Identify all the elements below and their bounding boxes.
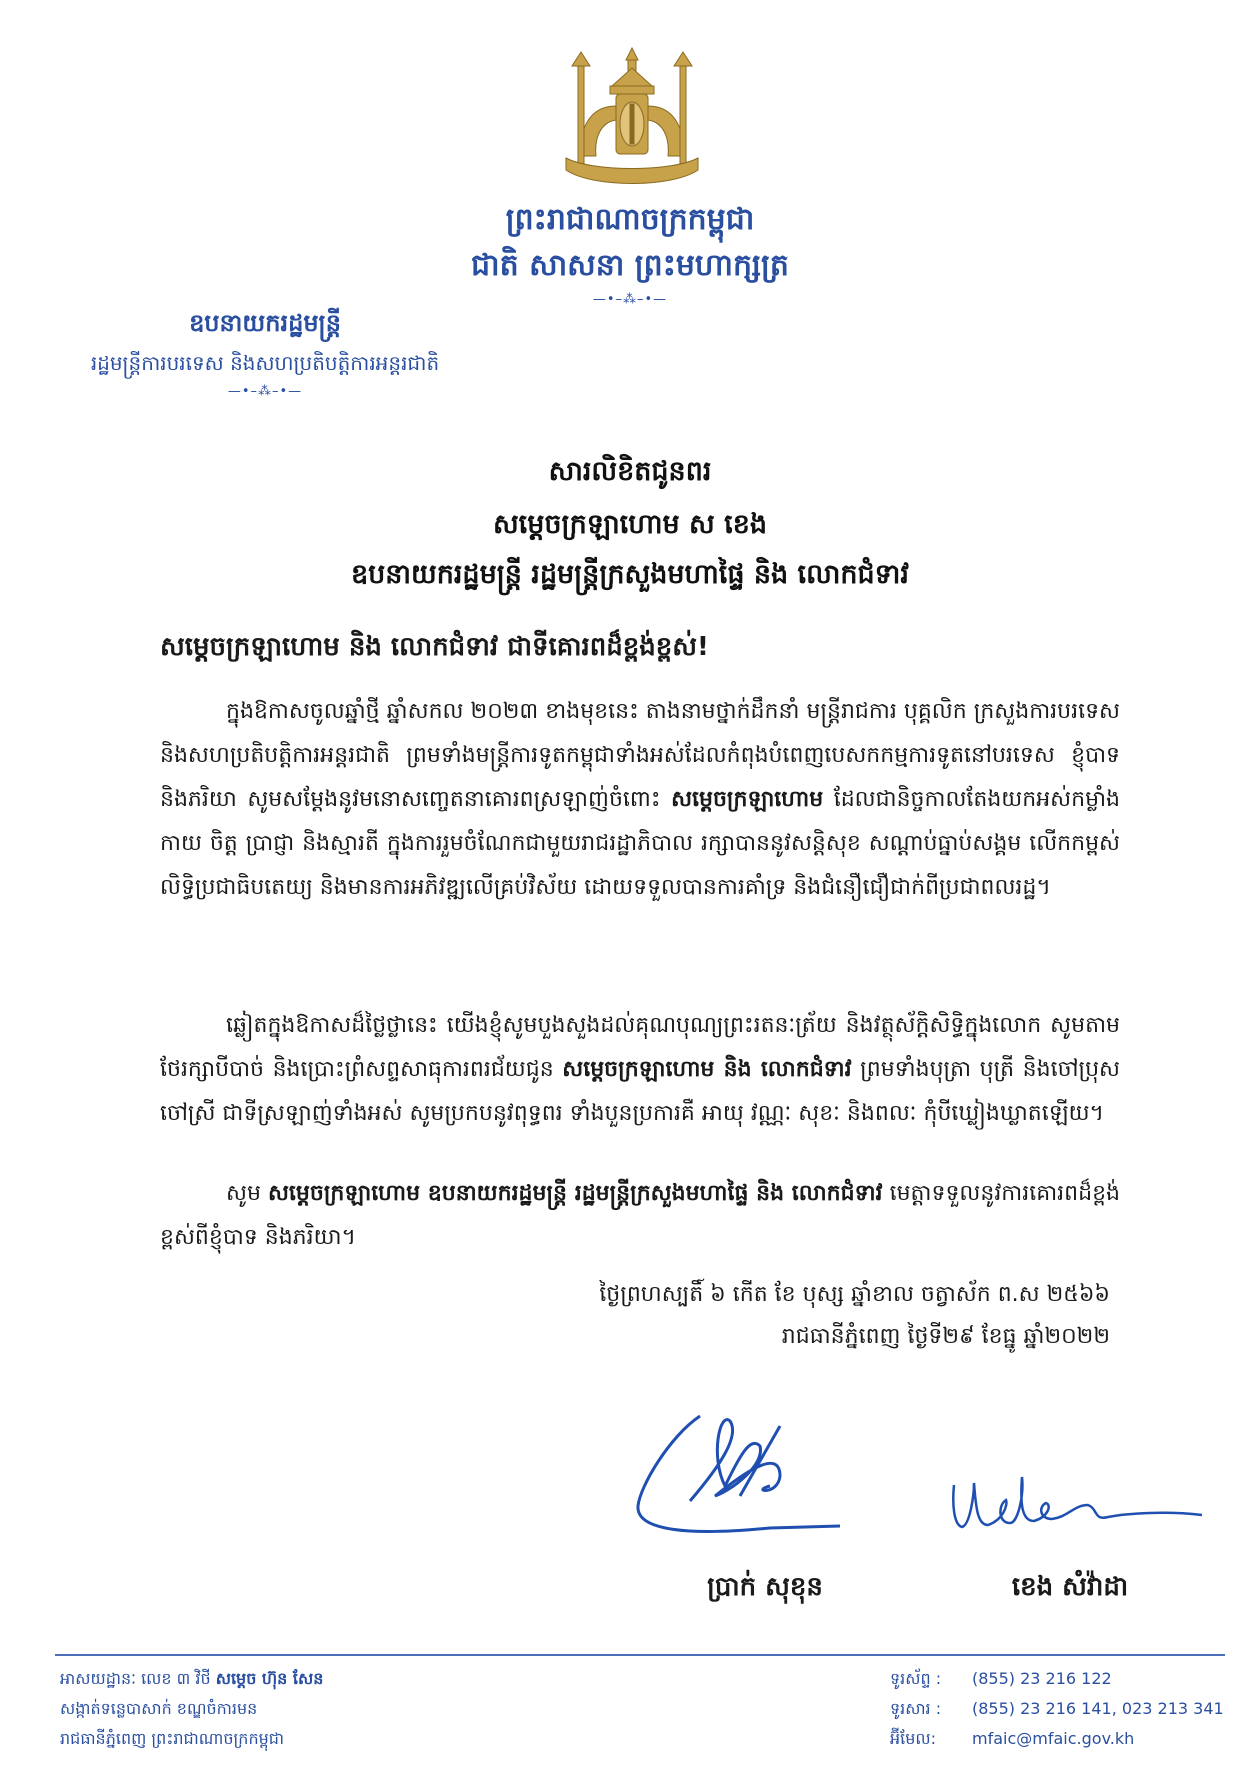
email-label: អ៊ីមែល: [890, 1729, 937, 1748]
salutation: សម្តេចក្រឡាហោម និង លោកជំទាវ ជាទីគោរពដ៏ខ្ពង់ខ្ពស់! [160, 632, 709, 662]
ministry-name: រដ្ឋមន្ត្រីការបរទេស និងសហប្រតិបត្តិការអន្តរជាតិ [90, 351, 440, 375]
address-street: សម្តេច ហ៊ុន សែន [215, 1669, 324, 1688]
phone-number: (855) 23 216 122 [972, 1669, 1112, 1688]
phone-label: ទូរស័ព្ទ : [890, 1669, 942, 1688]
royal-coat-of-arms-icon [552, 46, 712, 196]
p2-text-c: ព្រមទាំងបុត្រា បុត្រី និងចៅប្រុស ចៅស្រី ជាទីស្រឡាញ់ទាំងអស់ សូមប្រកបនូវពុទ្ធពរ ទាំងបួនប្រការគឺ អាយុ វណ្ណៈ សុខៈ និងពលៈ កុំបីឃ្លៀងឃ្លាតឡើយ។ [160, 1057, 1121, 1126]
p2-text-bold: សម្តេចក្រឡាហោម និង លោកជំទាវ [562, 1057, 852, 1082]
email-address[interactable]: mfaic@mfaic.gov.kh [972, 1729, 1135, 1748]
office-title: ឧបនាយករដ្ឋមន្ត្រី [189, 309, 341, 337]
p3-text-c: មេត្តាទទួលនូវការគោរពដ៏ខ្ពង់ខ្ពស់ពីខ្ញុំបាទ និងភរិយា។ [160, 1181, 1121, 1250]
gregorian-date: រាជធានីភ្នំពេញ ថ្ងៃទី២៩ ខែធ្នូ ឆ្នាំ២០២២ [781, 1324, 1110, 1349]
letter-title: សារលិខិតជូនពរ [548, 456, 712, 487]
address-line-3: រាជធានីភ្នំពេញ ព្រះរាជាណាចក្រកម្ពុជា [60, 1729, 284, 1748]
ornament-glyph: ⁂ [623, 292, 637, 307]
signatory-right-name: ខេង សំវ៉ាដា [1011, 1572, 1129, 1602]
p3-text-a: សូម [226, 1181, 268, 1206]
signature-left-icon [630, 1396, 870, 1546]
fax-label: ទូរសារ : [890, 1699, 942, 1718]
p1-text-bold: សម្តេចក្រឡាហោម [671, 787, 824, 812]
address-line-2: សង្កាត់ទន្លេបាសាក់ ខណ្ឌចំការមន [60, 1699, 258, 1718]
p3-text-bold: សម្តេចក្រឡាហោម ឧបនាយករដ្ឋមន្ត្រី រដ្ឋមន្ត្រីក្រសួងមហាផ្ទៃ និង លោកជំទាវ [267, 1181, 883, 1206]
phone-row [890, 1664, 1224, 1694]
fax-row [890, 1694, 1224, 1724]
p2-text-a: ឆ្លៀតក្នុងឱកាសដ៏ថ្លៃថ្លានេះ យើងខ្ញុំសូមបួងសួងដល់គុណបុណ្យព្រះរតនៈត្រ័យ និងវត្ថុស័ក្តិសិទ្ធិក្នុងលោក សូមតាមថែរក្សាបីបាច់ និងប្រោះព្រំសព្ទសាធុការពរជ័យជូន [160, 1013, 1120, 1082]
email-row [890, 1724, 1224, 1754]
signatory-left-name: ប្រាក់ សុខុន [707, 1572, 823, 1602]
address-number: លេខ ៣ វិថី [141, 1669, 216, 1688]
national-motto: ជាតិ សាសនា ព្រះមហាក្សត្រ [471, 248, 789, 283]
body-paragraph-3 [160, 1172, 1120, 1260]
fax-number: (855) 23 216 141, 023 213 341 [972, 1699, 1224, 1718]
footer-contacts [890, 1664, 1224, 1754]
body-paragraph-2 [160, 1004, 1120, 1136]
p1-text-c: ដែលជានិច្ចកាលតែងយកអស់កម្លាំងកាយ ចិត្ត ប្រាជ្ញា និងស្មារតី ក្នុងការរួមចំណែកជាមួយរាជរដ្ឋាភិបាល រក្សាបាននូវសន្តិសុខ សណ្តាប់ធ្នាប់សង្គម លើកកម្ពស់លិទ្ធិប្រជាធិបតេយ្យ និងមានការអភិវឌ្ឍលើគ្រប់វិស័យ ដោយទទួលបានការគាំទ្រ និងជំនឿជឿជាក់ពីប្រជាពលរដ្ឋ។ [160, 787, 1121, 900]
footer-address [60, 1664, 323, 1754]
lunar-date: ថ្ងៃព្រហស្បតិ៍ ៦ កើត ខែ បុស្ស ឆ្នាំខាល ចត្វាស័ក ព.ស ២៥៦៦ [599, 1282, 1110, 1307]
p1-text-a: ក្នុងឱកាសចូលឆ្នាំថ្មី ឆ្នាំសកល ២០២៣ ខាងមុខនេះ តាងនាមថ្នាក់ដឹកនាំ មន្ត្រីរាជការ បុគ្គលិក ក្រសួងការបរទេស និងសហប្រតិបត្តិការអន្តរជាតិ ព្រមទាំងមន្ត្រីការទូតកម្ពុជាទាំងអស់ដែលកំពុងបំពេញបេសកកម្មការទូតនៅបរទេស ខ្ញុំបាទ និងភរិយា សូមសម្តែងនូវមនោសញ្ចេតនាគោរពស្រឡាញ់ចំពោះ [160, 699, 1120, 812]
ornament-divider: —•–⁂–•— [592, 292, 668, 307]
address-line-1 [60, 1664, 323, 1694]
footer-divider [55, 1654, 1225, 1656]
ornament-divider-office: —•–⁂–•— [227, 384, 303, 399]
recipient-name: សម្តេចក្រឡាហោម ស ខេង [492, 509, 768, 540]
recipient-position: ឧបនាយករដ្ឋមន្ត្រី រដ្ឋមន្ត្រីក្រសួងមហាផ្ទៃ និង លោកជំទាវ [351, 559, 909, 590]
body-paragraph-1 [160, 690, 1120, 910]
address-label: អាសយដ្ឋានៈ [60, 1669, 136, 1688]
signature-right-icon [948, 1465, 1208, 1545]
kingdom-name: ព្រះរាជាណាចក្រកម្ពុជា [505, 202, 755, 237]
